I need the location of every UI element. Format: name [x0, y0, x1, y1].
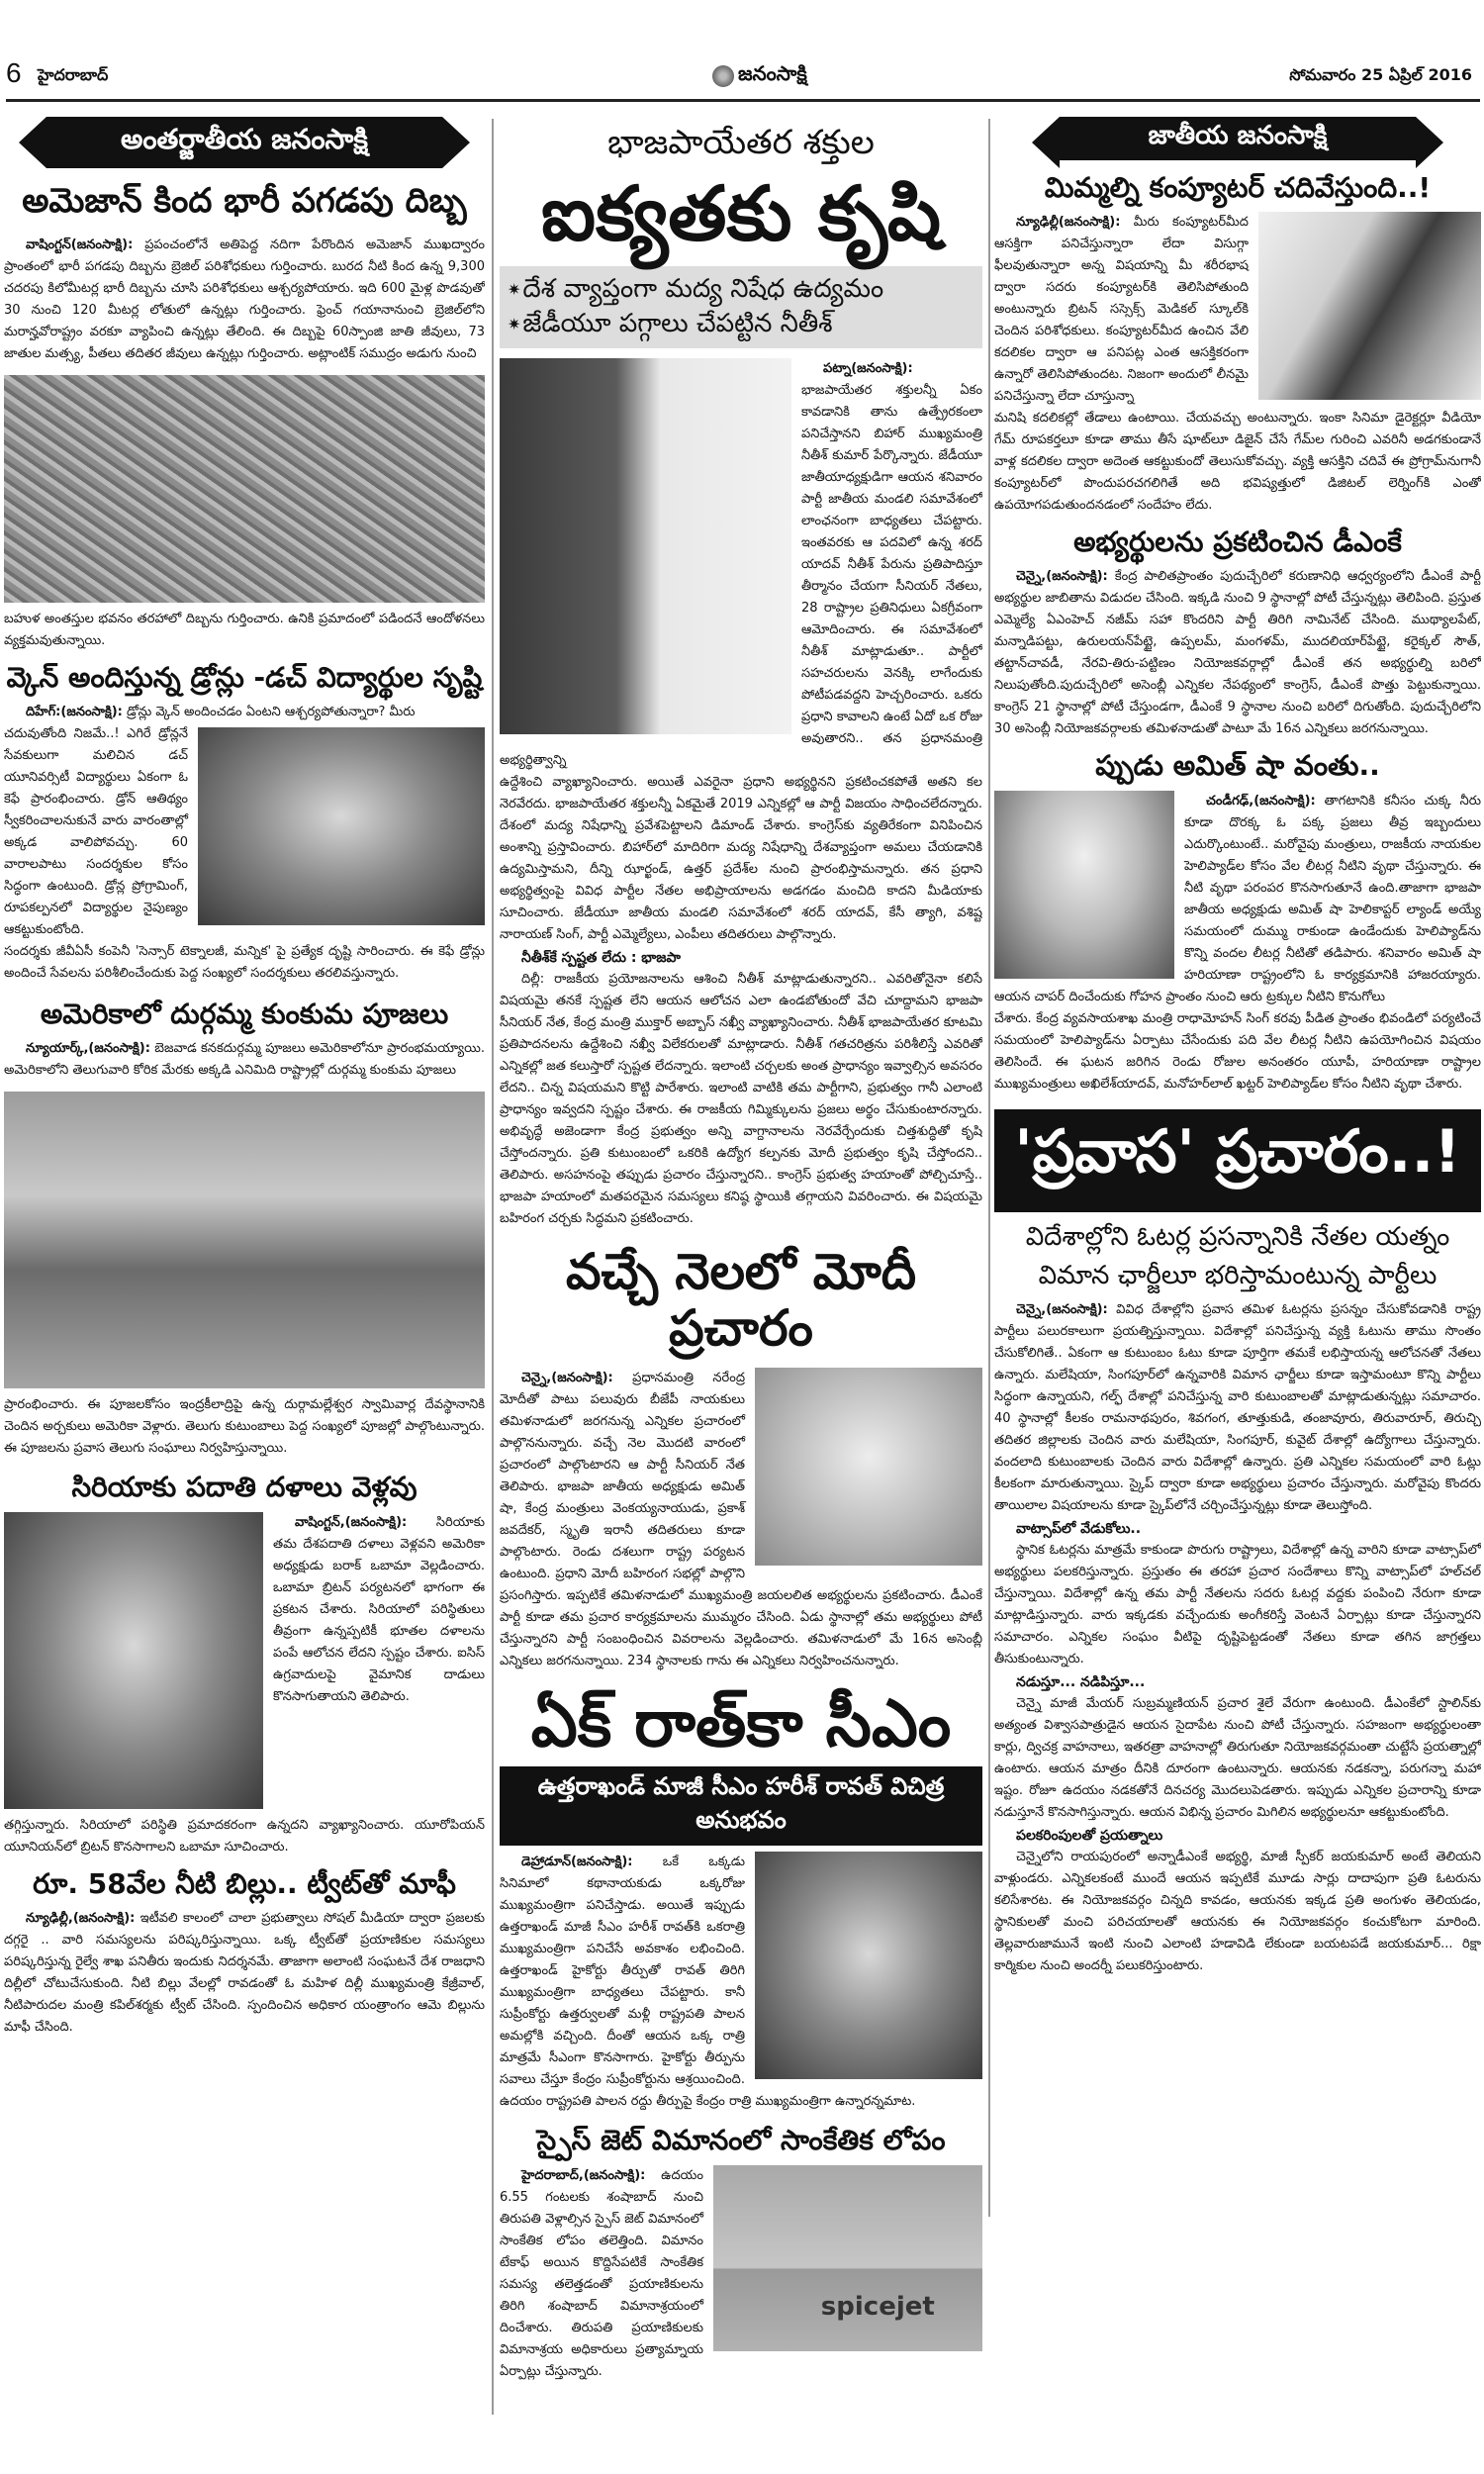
article-durgamma-puja — [4, 999, 485, 1460]
dateline: చండీగఢ్,(జనంసాక్షి): — [1206, 793, 1316, 809]
dateline: న్యూఢిల్లీ(జనంసాక్షి): — [1016, 215, 1121, 231]
nitish-sharad-photo — [500, 358, 791, 734]
dateline: న్యూఢిల్లీ,(జనంసాక్షి): — [26, 1910, 136, 1926]
article-lead — [4, 702, 485, 723]
lead-headline: ఐక్యతకు కృషి — [540, 169, 942, 257]
body-text: ఇటీవలి కాలంలో చాలా ప్రభుత్వాలు సోషల్ మీడియా ద్వారా ప్రజలకు దగ్గరై .. వారి సమస్యలను పరిష్కరిస్తున్నాయి. ఒక్క ట్వీట్‌తో ప్రయాణికుల సమస్యలు పరిష్కరిస్తున్న రైల్వే శాఖ పనితీరు ఇందుకు నిదర్శనమే. తాజాగా అలాంటి సంఘటనే దేశ రాజధాని దిల్లీలో చోటుచేసుకుంది. నీటి బిల్లు వేలల్లో రావడంతో ఓ మహిళ దిల్లీ ముఖ్యమంత్రి కేజ్రీవాల్, నీటిపారుదల మంత్రి కపిల్‌శర్మకు ట్వీట్ చేసింది. స్పందించిన అధికార యంత్రాంగం ఆమె బిల్లును మాఫీ చేసింది. — [4, 1910, 485, 2035]
article-amit-shah — [994, 750, 1481, 1094]
column-divider — [988, 119, 990, 2217]
article-dmk-candidates — [994, 526, 1481, 740]
dateline: వాషింగ్టన్(జనంసాక్షి): — [26, 238, 134, 253]
dateline: న్యూయార్క్,(జనంసాక్షి): — [26, 1041, 150, 1057]
article-drone-cafe — [4, 662, 485, 985]
headline: అమెరికాలో దుర్గమ్మ కుంకుమ పూజలు — [40, 999, 449, 1031]
column-lead-story — [500, 107, 982, 2423]
headline: మిమ్మల్ని కంప్యూటర్ చదివేస్తుంది..! — [1044, 172, 1432, 204]
dateline: చెన్నై,(జనంసాక్షి): — [1016, 1301, 1108, 1317]
body-text: ప్రారంభించారు. ఈ పూజలకోసం ఇంద్రకీలాద్రిపై ఉన్న దుర్గామల్లేశ్వర స్వామివార్ల దేవస్థానానికి చెందిన అర్చకులు అమెరికా వెళ్లారు. తెలుగు కుటుంబాలు పెద్ద సంఖ్యలో పూజల్లో పాల్గొంటున్నారు. ఈ పూజలను ప్రవాస తెలుగు సంఘాలు నిర్వహిస్తున్నాయి. — [4, 1397, 485, 1457]
body-text: డ్రోన్లు వ్కెన్ అందించడం ఏంటని ఆశ్చర్యపోతున్నారా? మీరు — [127, 705, 416, 720]
body-text: భాజపాయేతర శక్తులన్నీ ఏకం కావడానికి తాను ఉత్ప్రేరకంలా పనిచేస్తానని బిహార్ ముఖ్యమంత్రి నీతీశ్ కుమార్ పేర్కొన్నారు. జేడీయూ జాతీయాధ్యక్షుడిగా ఆయన శనివారం పార్టీ జాతీయ మండలి సమావేశంలో లాంఛనంగా బాధ్యతలు చేపట్టారు. ఇంతవరకు ఆ పదవిలో ఉన్న శరద్ యాదవ్ నీతీశ్ పేరును ప్రతిపాదిస్తూ తీర్మానం చేయగా సీనియర్ నేతలు, 28 రాష్ట్రాల ప్రతినిధులు ఏకగ్రీవంగా ఆమోదించారు. ఈ సమావేశంలో నీతీశ్ మాట్లాడుతూ.. పార్టీలో సహచరులను వెనక్కి లాగేందుకు పోటీపడవద్దని హెచ్చరించారు. ఒకరు ప్రధాని కావాలని ఉంటే ఏదో ఒక రోజు అవుతారని.. తన ప్రధానమంత్రి అభ్యర్థిత్వాన్ని — [500, 382, 982, 768]
article-body — [4, 235, 485, 365]
deck-line: విదేశాల్లోని ఓటర్ల ప్రసన్నానికి నేతల యత్నం — [1025, 1221, 1450, 1252]
body-text: మనిషి కదలికల్లో తేడాలు ఉంటాయి. చేయవచ్చు అంటున్నారు. ఇంకా సినిమా డైరెక్టర్లూ వీడియో గేమ్ రూపకర్తలూ కూడా తాము తీసే షూట్‌లూ డిజైన్ చేసే గేమ్‌ల గురించి ఎవరినీ అడగకుండానే వాళ్ల కదలికల ద్వారా అదెంత ఆకట్టుకుందో తెలుసుకోవచ్చు. వ్యక్తి ఆసక్తిని చదివే ఈ ప్రోగ్రామ్‌నుగానీ కంప్యూటర్‌లో పొందుపరచగలిగితే అది భవిష్యత్తులో డిజిటల్ లెర్నింగ్‌కి ఎంతో ఉపయోగపడుతుందనడంలో సందేహం లేదు. — [994, 411, 1481, 514]
article-lead — [4, 1038, 485, 1082]
dateline: వాషింగ్టన్,(జనంసాక్షి): — [295, 1514, 408, 1530]
bullet-item: ✷ జేడీయూ పగ్గాలు చేపట్టిన నీతీశ్ — [508, 307, 974, 341]
section-banner-international — [46, 117, 442, 168]
modi-photo — [755, 1368, 982, 1566]
dateline: హైదరాబాద్,(జనంసాక్షి): — [521, 2167, 646, 2183]
paper-name: జనంసాక్షి — [738, 61, 807, 85]
body-text: బహుళ అంతస్తుల భవనం తరహాలో దిబ్బను గుర్తించారు. ఉనికి ప్రమాదంలో పడిందనే ఆందోళనలు వ్యక్తమవుతున్నాయి. — [4, 612, 485, 649]
subhead: నీతీశ్‌కే స్పష్టత లేదు : భాజపా — [521, 949, 681, 966]
rawat-photo — [755, 1852, 982, 2079]
dateline: దిహేగ్:(జనంసాక్షి): — [26, 705, 123, 720]
section-banner-label: అంతర్జాతీయ జనంసాక్షి — [120, 123, 369, 155]
body-text: చెన్నైలోని రాయపురంలో అన్నాడీఎంకే అభ్యర్థి, మాజీ స్పీకర్ జయకుమార్ అంటే తెలియని వాళ్లుండరు. ఎన్నికలకంటే ముందే ఆయన ఇప్పటికే మూడు సార్లు దాదాపుగా ప్రతి ఓటరును కలిసేశారట. ఈ నియోజకవర్గం చిన్నది కావడం, ఆయనకు ఇక్కడ ప్రతి అంగుళం తెలియడం, స్థానికులతో మంచి పరిచయాలతో ఆయనకు ఈ నియోజకవర్గం కంచుకోటగా మారింది. తెల్లవారుజామునే ఇంటి నుంచి ఎలాంటి హడావిడి లేకుండా బయటపడే జయకుమార్... రిక్షా కార్మికుల నుంచి అందర్నీ పలుకరిస్తుంటారు. — [994, 1849, 1481, 1973]
obama-photo — [4, 1512, 263, 1809]
column-national — [994, 107, 1481, 2423]
logo-emblem-icon — [712, 65, 734, 87]
subhead: వాట్సాప్‌లో వేడుకోలు.. — [1016, 1520, 1142, 1537]
article-body — [994, 566, 1481, 740]
headline: అభ్యర్థులను ప్రకటించిన డీఎంకే — [1073, 526, 1402, 559]
body-text: మీరు కంప్యూటర్‌మీద ఆసక్తిగా పనిచేస్తున్నారా లేదా విసుగ్గా ఫీలవుతున్నారా అన్న విషయాన్ని మీ శరీరభాష ద్వారా సదరు కంప్యూటర్‌కి తెలిసిపోతుంది అంటున్నారు బ్రిటన్ సస్సెక్స్ మెడికల్ స్కూల్‌కి చెందిన పరిశోధకులు. కంప్యూటర్‌మీద ఉంచిన వేలి కదలికల ద్వారా ఆ పనిపట్ల ఎంత ఆసక్తికరంగా ఉన్నారో తెలిసిపోతుందట. నిజంగా అందులో లీనమై పనిచేస్తున్నా లేదా చూస్తున్నా — [994, 215, 1249, 405]
headline: 'ప్రవాస' ప్రచారం..! — [994, 1109, 1481, 1212]
headline: వచ్చే నెలలో మోదీ ప్రచారం — [565, 1243, 916, 1358]
article-rawat — [500, 1686, 982, 2114]
headline: రూ. 58వేల నీటి బిల్లు.. ట్వీట్‌తో మాఫీ — [33, 1867, 456, 1900]
dateline: చెన్నై,(జనంసాక్షి): — [521, 1370, 613, 1385]
body-text: ప్రపంచంలోనే అతిపెద్ద నదిగా పేరొందిన అమెజాన్ ముఖద్వారం ప్రాంతంలో భారీ పగడపు దిబ్బను బ్రెజిల్ పరిశోధకులు గుర్తించారు. బురద నీటి కింద ఉన్న 9,300 చదరపు కిలోమీటర్ల భారీ దిబ్బను చూసి పరిశోధకులు ఆశ్చర్యపోయారు. ఇది 600 మైళ్ల పొడవుతో 30 నుంచి 120 మీటర్ల లోతులో ఉన్నట్లు గుర్తించారు. ఫ్రెంచ్ గయానానుంచి బ్రెజిల్‌లోని మరాన్హవోరాష్ట్రం వరకూ వ్యాపించి ఉన్నట్లు తేలింది. ఈ దిబ్బపై 60స్పాంజి జాతి జీవులు, 73 జాతుల మత్స్య, పీతలు తదితర జీవులు ఉన్నట్లు గుర్తించారు. అట్లాంటిక్ సముద్రం అడుగు నుంచి — [4, 238, 485, 362]
headline: స్పైస్ జెట్ విమానంలో సాంకేతిక లోపం — [536, 2125, 946, 2157]
body-text: తగ్గిస్తున్నారు. సిరియాలో పరిస్థితి ప్రమాదకరంగా ఉన్నదని వ్యాఖ్యానించారు. యూరోపియన్ యూనియన్‌లో బ్రిటన్ కొనసాగాలని ఒబామా సూచించారు. — [4, 1817, 485, 1855]
dateline: పట్నా(జనంసాక్షి): — [823, 360, 913, 376]
amit-shah-photo — [994, 791, 1174, 979]
deck-line: విమాన ఛార్జీలూ భరిస్తామంటున్న పార్టీలు — [1038, 1260, 1438, 1290]
body-text: ఉదయం 6.55 గంటలకు శంషాబాద్ నుంచి తిరుపతి వెళ్లాల్సిన స్పైస్ జెట్ విమానంలో సాంకేతిక లోపం తలెత్తింది. విమానం టేకాఫ్ అయిన కొద్దిసేపటికే సాంకేతిక సమస్య తలెత్తడంతో ప్రయాణికులను తిరిగి శంషాబాద్ విమానాశ్రయంలో దించేశారు. తిరుపతి ప్రయాణికులకు విమానాశ్రయ అధికారులు ప్రత్యామ్నాయ ఏర్పాట్లు చేస్తున్నారు. — [500, 2167, 703, 2379]
issue-date: సోమవారం 25 ఏప్రిల్ 2016 — [1289, 65, 1472, 84]
headline: వ్కెన్ అందిస్తున్న డ్రోన్లు -డచ్ విద్యార్థుల సృష్టి — [6, 662, 483, 695]
article-pravasa-campaign — [994, 1109, 1481, 1977]
article-computer-reads-you — [994, 172, 1481, 517]
paper-logo — [712, 61, 807, 90]
masthead-divider — [6, 99, 1480, 102]
body-text: సిరియాకు తమ దేశపదాతి దళాలు వెళ్లవని అమెరికా అధ్యక్షుడు బరాక్ ఒబామా వెల్లడించారు. ఒబామా బ్రిటన్ పర్యటనలో భాగంగా ఈ ప్రకటన చేశారు. సిరియాలో పరిస్థితులు తీవ్రంగా ఉన్నప్పటికీ భూతల దళాలను పంపే ఆలోచన లేదని స్పష్టం చేశారు. ఐసిస్ ఉగ్రవాదులపై వైమానిక దాడులు కొనసాగుతాయని తెలిపారు. — [273, 1514, 485, 1704]
article-amazon-reef — [4, 182, 485, 652]
body-text: చెన్నై మాజీ మేయర్ సుబ్రమ్మణియన్ ప్రచార శైలే వేరుగా ఉంటుంది. డీఎంకేలో స్టాలిన్‌కు అత్యంత విశ్వాసపాత్రుడైన ఆయన సైదాపేట నుంచి పోటీ చేస్తున్నారు. సహజంగా అభ్యర్థులంతా కార్లు, ద్విచక్ర వాహనాలు, ఇతరత్రా వాహనాల్లో తిరుగుతూ నియోజకవర్గమంతా చుట్టేసే ప్రయత్నాల్లో ఉంటారు. ఆయన మాత్రం దీనికి దూరంగా ఉంటున్నారు. ఆయనకు నడకన్నా, పరుగన్నా మహా ఇష్టం. రోజూ ఉదయం నడకతోనే దినచర్య మొదలుపెడతారు. ఇప్పుడు ఎన్నికల ప్రచారాన్ని కూడా నడుస్తూనే కొనసాగిస్తున్నారు. ఆయన విభిన్న ప్రచారం మిగిలిన అభ్యర్థులనూ ఆకట్టుకుంటోంది. — [994, 1695, 1481, 1820]
body-text: కేంద్ర పాలితప్రాంతం పుదుచ్చేరిలో కరుణానిధి ఆధ్వర్యంలోని డీఎంకే పార్టీ అభ్యర్థుల జాబితాను విడుదల చేసింది. ఇక్కడి నుంచి 9 స్థానాల్లో పోటీ చేస్తున్నట్లు తెలిపింది. ప్రస్తుత ఎమ్మెల్యే ఏఎంహెచ్ నజీమ్ సహా కొందరిని పార్టీ తిరిగి నామినేట్ చేసింది. ముథ్యాలపేట్, మన్నాడిపట్టు, ఉరులయన్‌పేట్టై, ఉప్పలమ్, మంగళమ్, ముదలియార్‌పేట్టై, కరైక్కల్ సౌత్, తట్టాన్‌చావడీ, నేరవి-తిరు-పట్టిణం నియోజకవర్గాల్లో డీఎంకే తన అభ్యర్థుల్ని బరిలో నిలుపుతోంది.పుదుచ్చేరిలో అసెంబ్లీ ఎన్నికల నేపథ్యంలో కాంగ్రెస్, డీఎంకే పొత్తు పెట్టుకున్నాయి. కాంగ్రెస్ 21 స్థానాల్లో పోటీ చేస్తుండగా, డీఎంకే 9 స్థానాల నుంచి బరిలో దిగుతోంది. పుదుచ్చేరిలోని 30 అసెంబ్లీ నియోజకవర్గాలకు తమిళనాడుతో పాటూ మే 16న ఎన్నికలు జరగనున్నాయి. — [994, 569, 1481, 737]
spicejet-plane-photo — [713, 2165, 982, 2351]
article-body — [994, 1299, 1481, 1517]
article-body — [4, 1908, 485, 2039]
article-water-bill — [4, 1868, 485, 2039]
bullet-item: ✷ దేశ వ్యాప్తంగా మద్య నిషేధ ఉద్యమం — [508, 272, 974, 307]
drone-photo — [198, 727, 485, 925]
column-divider — [492, 119, 494, 2415]
kicker: భాజపాయేతర శక్తుల — [607, 123, 875, 162]
body-text: బెజవాడ కనకదుర్గమ్మ పూజలు అమెరికాలోనూ ప్రారంభమయ్యాయి. అమెరికాలోని తెలుగువారి కోరిక మేరకు అక్కడి ఎనిమిది రాష్ట్రాల్లో దుర్గమ్మ కుంకుమ పూజలు — [4, 1041, 485, 1079]
aircraft-livery-text: spicejet — [820, 2291, 935, 2322]
dateline: డెహ్రాడూన్(జనంసాక్షి): — [521, 1855, 633, 1870]
headline: ఏక్ రాత్‌కా సీఎం — [530, 1685, 952, 1761]
article-spicejet — [500, 2125, 982, 2382]
column-international — [4, 107, 485, 2423]
satellite-photo — [4, 375, 485, 603]
edition-city: హైదరాబాద్ — [38, 65, 109, 84]
headline: అమెజాన్ కింద భారీ పగడపు దిబ్బ — [22, 182, 467, 221]
body-text: చేశారు. కేంద్ర వ్యవసాయశాఖ మంత్రి రాధామోహన్ సింగ్ కరవు పీడిత ప్రాంతం భివండిలో పర్యటించే సమయంలో హెలిప్యాడ్‌ను ఏర్పాటు చేసేందుకు పది వేల లీటర్ల నీటిని ఉపయోగించిన విషయం తెలిసిందే. ఈ ఘటన జరిగిన రెండు రోజుల అనంతరం యూపీ, హరియాణా రాష్ట్రాల ముఖ్యమంత్రులు అఖిలేశ్‌యాదవ్, మనోహర్‌లాల్ ఖట్టర్ హెలిప్యాడ్‌ల కోసం నీటిని వృథా చేశారు. — [994, 1010, 1481, 1092]
body-text: దిల్లీ: రాజకీయ ప్రయోజనాలను ఆశించి నీతీశ్ మాట్లాడుతున్నారని.. ఎవరితోనైనా కలిసే విషయమై తనకే స్పష్టత లేని ఆయన ఆలోచన ఎలా ఉండబోతుందో వేచి చూద్దామని భాజపా సీనియర్ నేత, కేంద్ర మంత్రి ముక్తార్ అబ్బాస్ నఖ్వీ వ్యాఖ్యానించారు. నీతీశ్ భాజపాయేతర కూటమి ప్రతిపాదనలను ఉద్దేశించి నఖ్వీ విలేకరులతో మాట్లాడారు. నీతీశ్ గతచరిత్రను పరిశీలిస్తే ఎవరితో ఎన్నికల్లో జత కలుస్తారో స్పష్టత లేదన్నారు. ఇలాంటి చర్చలకు అంత ప్రాధాన్యం ఇవ్వాల్సిన అవసరం లేదని.. చిన్న విషయమని కొట్టి పారేశారు. ఇలాంటి వాటికి తమ పార్టీగాని, ప్రభుత్వం గానీ ఎలాంటి ప్రాధాన్యం ఇవ్వదని స్పష్టం చేశారు. ఈ రాజకీయ గిమ్మిక్కులను ప్రజలు అర్థం చేసుకుంటారన్నారు. అభివృద్ధే అజెండాగా కేంద్ర ప్రభుత్వం అన్ని వాగ్దానాలను నెరవేర్చేందుకు చిత్తశుద్ధితో కృషి చేస్తోందన్నారు. ప్రతి కుటుంబంలో ఒకరికి ఉద్యోగ కల్పనకు మోదీ ప్రభుత్వం కృషి చేస్తోందని.. తెలిపారు. అసహనంపై తప్పుడు ప్రచారం చేస్తున్నారని.. కాంగ్రెస్ ప్రభుత్వ హయాంతో పోల్చిచూస్తే.. భాజపా హయాంలో మతపరమైన సమస్యలు కనిష్ఠ స్థాయికి తగ్గాయని వివరించారు. ఈ విషయమై బహిరంగ చర్చకు సిద్ధమని ప్రకటించారు. — [500, 971, 982, 1226]
deck: ఉత్తరాఖండ్ మాజీ సీఎం హరీశ్ రావత్ విచిత్ర అనుభవం — [500, 1766, 982, 1846]
dateline: చెన్నై,(జనంసాక్షి): — [1016, 569, 1108, 585]
puja-photo — [4, 1092, 485, 1388]
article-modi-campaign — [500, 1244, 982, 1672]
body-text: ఒకే ఒక్కడు సినిమాలో కథానాయకుడు ఒక్కరోజు ముఖ్యమంత్రిగా పనిచేస్తాడు. అయితే ఇప్పుడు ఉత్తరాఖండ్ మాజీ సీఎం హరీశ్ రావత్‌కి ఒకరాత్రి ముఖ్యమంత్రిగా పనిచేసే అవకాశం లభించింది. ఉత్తరాఖండ్ హైకోర్టు తీర్పుతో రావత్ తిరిగి ముఖ్యమంత్రిగా బాధ్యతలు చేపట్టారు. కానీ సుప్రీంకోర్టు ఉత్తర్వులతో మళ్లీ రాష్ట్రపతి పాలన అమల్లోకి వచ్చింది. దీంతో ఆయన ఒక్క రాత్రి మాత్రమే సీఎంగా కొనసాగారు. హైకోర్టు తీర్పును సవాలు చేస్తూ కేంద్రం సుప్రీంకోర్టును ఆశ్రయించింది. ఉదయం రాష్ట్రపతి పాలన రద్దు తీర్పుపై కేంద్రం రాత్రి ముఖ్యమంత్రిగా ఉన్నారన్నమాట. — [500, 1855, 916, 2110]
article-syria — [4, 1472, 485, 1857]
subhead: నడుస్తూ... నడిపిస్తూ... — [1016, 1673, 1146, 1690]
section-banner-national — [1060, 117, 1416, 160]
article-nitish-unity — [500, 107, 982, 1230]
body-text: చదువుతోంది నిజమే..! ఎగిరే డ్రోన్లనే సేవకులుగా మలిచిన డచ్ యూనివర్సిటీ విద్యార్థులు ఏకంగా ఓ కెఫే ప్రారంభించారు. డ్రోన్ ఆతిథ్యం స్వీకరించాలనుకునే వారు వారంతాల్లో అక్కడ వాలిపోవచ్చు. 60 వారాలపాటు సందర్శకుల కోసం సిద్ధంగా ఉంటుంది. డ్రోన్ల ప్రోగ్రామింగ్, రూపకల్పనలో విద్యార్థుల నైపుణ్యం ఆకట్టుకుంటోంది. — [4, 726, 188, 938]
subhead: పలకరింపులతో ప్రయత్నాలు — [1016, 1827, 1163, 1844]
headline: ప్పుడు అమిత్ షా వంతు.. — [1095, 750, 1380, 783]
body-text: ప్రధానమంత్రి నరేంద్ర మోదీతో పాటు పలువురు బీజేపీ నాయకులు తమిళనాడులో జరగనున్న ఎన్నికల ప్రచారంలో పాల్గొననున్నారు. వచ్చే నెల మొదటి వారంలో ప్రచారంలో పాల్గొంటారని ఆ పార్టీ సీనియర్ నేత తెలిపారు. భాజపా జాతీయ అధ్యక్షుడు అమిత్ షా, కేంద్ర మంత్రులు వెంకయ్యనాయుడు, ప్రకాశ్ జవదేకర్, స్మృతి ఇరానీ తదితరులు కూడా పాల్గొంటారు. రెండు దశలుగా రాష్ట్ర పర్యటన ఉంటుంది. ప్రధాని మోదీ బహిరంగ సభల్లో పాల్గొని ప్రసంగిస్తారు. ఇప్పటికే తమిళనాడులో ముఖ్యమంత్రి జయలలిత అభ్యర్థులను ప్రకటించారు. డీఎంకే పార్టీ కూడా తమ ప్రచార కార్యక్రమాలను ముమ్మరం చేసింది. ఏడు స్థానాల్లో తమ అభ్యర్థులు పోటీ చేస్తున్నారని పార్టీ సంబంధించిన వివరాలను వెల్లడించారు. తమిళనాడులో మే 16న అసెంబ్లీ ఎన్నికలు జరగనున్నాయి. 234 స్థానాలకు గాను ఈ ఎన్నికలు నిర్వహించనున్నారు. — [500, 1370, 982, 1668]
body-text: ఉద్దేశించి వ్యాఖ్యానించారు. అయితే ఎవరైనా ప్రధాని అభ్యర్థినని ప్రకటించకపోతే అతని కల నెరవేరదు. భాజపాయేతర శక్తులన్నీ ఏకమైతే 2019 ఎన్నికల్లో ఆ పార్టీ విజయం సాధించలేదన్నారు. దేశంలో మద్య నిషేధాన్ని ప్రవేశపెట్టాలని డిమాండ్ చేశారు. కాంగ్రెస్‌కు వ్యతిరేకంగా వినిపించిన అంశాన్ని ప్రస్తావించారు. బిహార్‌లో మాదిరిగా మద్య నిషేధాన్ని దేశవ్యాప్తంగా అమలు చేయడానికి ఉద్యమిస్తామని, దీన్ని ఝార్ఖండ్, ఉత్తర్ ప్రదేశ్‌ల నుంచి ప్రారంభిస్తామన్నారు. తన ప్రధాని అభ్యర్థిత్వంపై వివిధ పార్టీల నేతల అభిప్రాయాలను అడగడం మంచిది కాదని మీడియాకు సూచించారు. జేడీయూ జాతీయ మండలి సమావేశంలో శరద్ యాదవ్, కేసీ త్యాగి, వశిష్ట నారాయణ్ సింగ్, పార్టీ ఎమ్మెల్యేలు, ఎంపీలు తదితరులు పాల్గొన్నారు. — [500, 774, 982, 942]
highlight-bullets — [500, 266, 982, 347]
body-text: వివిధ దేశాల్లోని ప్రవాస తమిళ ఓటర్లను ప్రసన్నం చేసుకోవడానికి రాష్ట్ర పార్టీలు పలురకాలుగా ప్రయత్నిస్తున్నాయి. విదేశాల్లో పనిచేస్తున్న వ్యక్తి ఓటును తాము సొంతం చేసుకోలిగితే.. ఏకంగా ఆ కుటుంబం ఓటు కూడా పూర్తిగా తమకే లభిస్తాయన్న ఆలోచనతో నేతలు ఉన్నారు. మలేషియా, సింగపూర్‌లో ఉన్నవారికి విమాన ఛార్జీలు కూడా ఇస్తామంటూ కొన్ని పార్టీలు సిద్ధంగా ఉన్నాయని, గల్ఫ్ దేశాల్లో పనిచేస్తున్న వారి కుటుంబాలతో మాట్లాడుతున్నట్లు సమాచారం. 40 స్థానాల్లో కీలకం రామనాథపురం, శివగంగ, తూత్తుకుడి, తంజావూరు, తిరువారూర్, తిరుచ్చి తదితర జిల్లాలకు చెందిన వారు మలేషియా, సింగపూర్, కువైట్ దేశాల్లో ఉద్యోగాలు చేస్తున్నారు. వందలాది కుటుంబాలకు చెందిన వారు విదేశాల్లో ఉన్నారు. ప్రతి ఎన్నికల సమయంలో వారి ఓట్లు కీలకంగా మారుతున్నాయి. స్కైప్ ద్వారా కూడా అభ్యర్థులు ప్రచారం చేస్తున్నారు. మరోవైపు కొందరు తాయిలాల విషయాలను కూడా స్కైప్‌లోనే చర్చించేస్తున్నట్లు కూడా తెలుస్తోంది. — [994, 1301, 1481, 1513]
masthead — [0, 55, 1484, 99]
body-text: తాగటానికి కనీసం చుక్క నీరు కూడా దొరక్క ఓ పక్క ప్రజలు తీవ్ర ఇబ్బందులు ఎదుర్కొంటుంటే.. మరోవైపు మంత్రులు, రాజకీయ నాయకుల హెలిప్యాడ్‌ల కోసం వేల లీటర్ల నీటిని వృథా చేస్తున్నారు. ఈ నీటి వృథా పరంపర కొనసాగుతూనే ఉంది.తాజాగా భాజపా జాతీయ అధ్యక్షుడు అమిత్ షా హెలికాప్టర్ ల్యాండ్ అయ్యే సమయంలో దుమ్ము రాకుండా ఉండేందుకు హెలిప్యాడ్‌ను కొన్ని వందల లీటర్ల నీటితో తడిపారు. శనివారం అమిత్ షా హరియాణా రాష్ట్రంలోని ఓ కార్యక్రమానికి హాజరయ్యారు. ఆయన చాపర్ దించేందుకు గోహన ప్రాంతం నుంచి ఆరు ట్రక్కుల నీటిని కొనుగోలు — [994, 793, 1481, 1004]
body-text: స్థానిక ఓటర్లను మాత్రమే కాకుండా పొరుగు రాష్ట్రాలు, విదేశాల్లో ఉన్న వారిని కూడా వాట్సాప్‌లో అభ్యర్థులు పలకరిస్తున్నారు. ప్రస్తుతం ఈ తరహా ప్రచార సందేశాలు కొన్ని వాట్సాప్‌లో హల్‌చల్ చేస్తున్నాయి. విదేశాల్లో ఉన్న తమ పార్టీ నేతలను సదరు ఓటర్ల వద్దకు పంపించి నేరుగా కూడా మాట్లాడిస్తున్నారు. వారు ఇక్కడకు వచ్చేందుకు అంగీకరిస్తే వెంటనే ఏర్పాట్లు కూడా చేస్తున్నారని సమాచారం. ఎన్నికల సంఘం వీటిపై దృష్టిపెట్టడంతో నేతలు కూడా తగిన జాగ్రత్తలు తీసుకుంటున్నారు. — [994, 1542, 1481, 1666]
woman-at-computer-photo — [1258, 212, 1481, 400]
headline: సిరియాకు పదాతి దళాలు వెళ్లవు — [71, 1472, 417, 1504]
page-number: 6 — [6, 57, 22, 88]
body-text: సందర్శకు జీవీఏసీ కంపెనీ 'సెన్సార్ టెక్నాలజీ, మన్నిక' పై ప్రత్యేక దృష్టి సారించారు. ఈ కెఫే డ్రోన్లు అందించే సేవలను పరిశీలించేందుకు పెద్ద సంఖ్యలో సందర్శకులు తరలివస్తున్నారు. — [4, 944, 485, 982]
section-banner-label: జాతీయ జనంసాక్షి — [1148, 121, 1328, 150]
